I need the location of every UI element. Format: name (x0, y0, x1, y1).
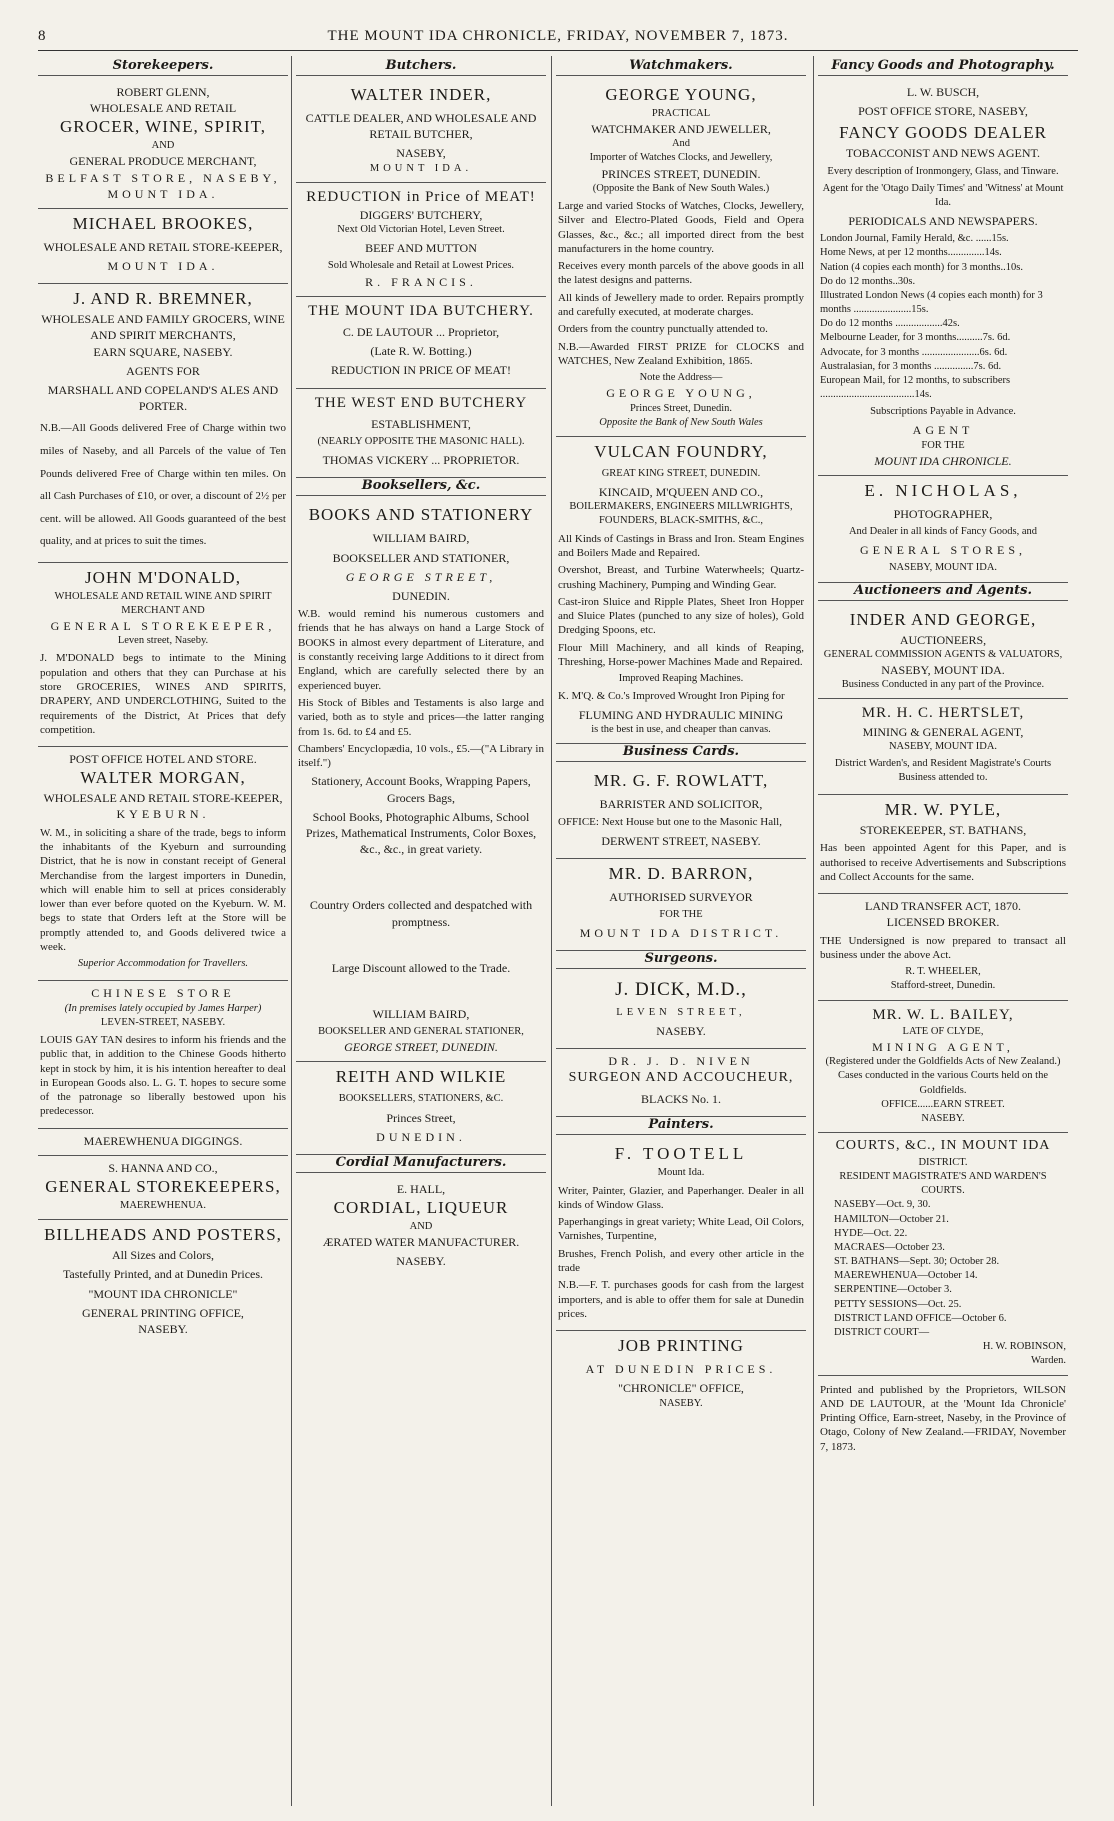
section-heading: Painters. (556, 1117, 806, 1135)
newspaper-title: THE MOUNT IDA CHRONICLE, FRIDAY, NOVEMBER 7, 1873. (327, 28, 789, 44)
section-heading: Booksellers, &c. (296, 478, 546, 496)
advert-west-end-butchery: THE WEST END BUTCHERY ESTABLISHMENT, (NEARLY OPPOSITE THE MASONIC HALL). THOMAS VICKERY ... PROPRIETOR. (296, 389, 546, 479)
section-heading: Storekeepers. (38, 58, 288, 76)
column-rule (291, 56, 292, 1806)
advert-billheads: BILLHEADS AND POSTERS, All Sizes and Colors, Tastefully Printed, and at Dunedin Prices. "MOUNT IDA CHRONICLE" GENERAL PRINTING OFFICE, NASEBY. (44, 1225, 282, 1336)
advert-courts: COURTS, &C., IN MOUNT IDA DISTRICT. RESIDENT MAGISTRATE'S AND WARDEN'S COURTS. NASEBY—Oct. 9, 30. HAMILTON—October 21. HYDE—Oct. 22. MACRAES—October 23. ST. BATHANS—Sept. 30; October 28. MAEREWHENUA—October 14. SERPENTINE—October 3. PETTY SESSIONS—Oct. 25. DISTRICT LAND OFFICE—October 6. DISTRICT COURT— H. W. ROBINSON, Warden. (818, 1133, 1068, 1375)
advert-inder-george: INDER AND GEORGE, AUCTIONEERS, GENERAL COMMISSION AGENTS & VALUATORS, NASEBY, MOUNT IDA. Business Conducted in any part of the Province. (818, 605, 1068, 700)
advert-wheeler: LAND TRANSFER ACT, 1870. LICENSED BROKER. THE Undersigned is now prepared to transact all business under the above Act. R. T. WHEELER, Stafford-street, Dunedin. (818, 894, 1068, 1000)
advert-maerewhenua: MAEREWHENUA DIGGINGS. (38, 1129, 288, 1156)
advert-brookes: MICHAEL BROOKES, WHOLESALE AND RETAIL STORE-KEEPER, MOUNT IDA. (38, 209, 288, 284)
advert-vulcan-foundry: VULCAN FOUNDRY, GREAT KING STREET, DUNEDIN. KINCAID, M'QUEEN AND CO., BOILERMAKERS, ENGINEERS MILLWRIGHTS, FOUNDERS, BLACK-SMITHS, &C., All Kinds of Castings in Brass and Iron. Steam Engines and Boilers Made and Repaired. Overshot, Breast, and Turbine Waterwheels; Quartz-crushing Machinery, Pumping and Winding Gear. Cast-iron Sluice and Ripple Plates, Sheet Iron Hopper and Sluice Plates (punched to any size of holes), Gold Dredging Spoons, etc. Flour Mill Machinery, and all kinds of Reaping, Threshing, Horse-power Machines Made and Repaired. Improved Reaping Machines. K. M'Q. & Co.'s Improved Wrought Iron Piping for FLUMING AND HYDRAULIC MINING is the best in use, and cheaper than canvas. (556, 437, 806, 744)
section-heading: Butchers. (296, 58, 546, 76)
column-rule (551, 56, 552, 1806)
advert-dick: J. DICK, M.D., LEVEN STREET, NASEBY. (556, 973, 806, 1049)
advert-glenn: ROBERT GLENN, WHOLESALE AND RETAIL GROCER, WINE, SPIRIT, AND GENERAL PRODUCE MERCHANT, BELFAST STORE, NASEBY, MOUNT IDA. (38, 80, 288, 209)
advert-rowlatt: MR. G. F. ROWLATT, BARRISTER AND SOLICITOR, OFFICE: Next House but one to the Masonic Hall, DERWENT STREET, NASEBY. (556, 766, 806, 859)
advert-morgan: POST OFFICE HOTEL AND STORE. WALTER MORGAN, WHOLESALE AND RETAIL STORE-KEEPER, KYEBURN. W. M., in soliciting a share of the trade, begs to inform the inhabitants of the Kyeburn and surrounding District, that he is now in constant receipt of General Merchandise from the largest importers in Dunedin, which will enable him to sell at prices considerably lower than ever before quoted on the Kyeburn. W. M. begs to state that Orders left at the Store will be promptly attended to, and Goods delivered twice a week. Superior Accommodation for Travellers. (38, 747, 288, 981)
advert-bremner: J. AND R. BREMNER, WHOLESALE AND FAMILY GROCERS, WINE AND SPIRIT MERCHANTS, EARN SQUARE, NASEBY. AGENTS FOR MARSHALL AND COPELAND'S ALES AND PORTER. N.B.—All Goods delivered Free of Charge within two miles of Naseby, and all Parcels of the value of Ten Pounds delivered Free of Charge within ten miles. On all Cash Purchases of £10, or over, a discount of 2½ per cent. will be allowed. All Goods guaranteed of the best quality, and at prices to suit the times. (38, 284, 288, 562)
advert-job-printing: JOB PRINTING AT DUNEDIN PRICES. "CHRONICLE" OFFICE, NASEBY. (585, 1336, 777, 1409)
imprint: Printed and published by the Proprietors, WILSON AND DE LAUTOUR, at the 'Mount Ida Chronicle' Printing Office, Earn-street, Naseby, in the Province of Otago, Colony of New Zealand.—FRIDAY, November 7, 1873. (820, 1383, 1066, 1453)
advert-chinese-store: CHINESE STORE (In premises lately occupied by James Harper) LEVEN-STREET, NASEBY. LOUIS GAY TAN desires to inform his friends and the public that, in addition to the Chinese Goods hitherto kept in stock by him, it is his intention hereafter to deal in European Goods also. L. G. T. hopes to secure some of the patronage so liberally bestowed upon his predecessor. (38, 981, 288, 1128)
masthead (38, 26, 1078, 51)
column-2 (296, 58, 546, 1803)
section-heading: Business Cards. (556, 744, 806, 762)
advert-hanna: S. HANNA AND CO., GENERAL STOREKEEPERS, MAEREWHENUA. (38, 1156, 288, 1220)
advert-mount-ida-butchery: THE MOUNT IDA BUTCHERY. C. DE LAUTOUR ... Proprietor, (Late R. W. Botting.) REDUCTION IN PRICE OF MEAT! (296, 297, 546, 389)
section-heading: Cordial Manufacturers. (296, 1155, 546, 1173)
advert-diggers-butchery: REDUCTION in Price of MEAT! DIGGERS' BUTCHERY, Next Old Victorian Hotel, Leven Street. BEEF AND MUTTON Sold Wholesale and Retail at Lowest Prices. R. FRANCIS. (296, 183, 546, 297)
column-4 (818, 58, 1068, 1803)
section-heading: Surgeons. (556, 951, 806, 969)
column-1 (38, 58, 288, 1803)
advert-bailey: MR. W. L. BAILEY, LATE OF CLYDE, MINING AGENT, (Registered under the Goldfields Acts of New Zealand.) Cases conducted in the various Courts held on the Goldfields. OFFICE......EARN STREET. NASEBY. (818, 1001, 1068, 1133)
advert-niven: DR. J. D. NIVEN SURGEON AND ACCOUCHEUR, BLACKS No. 1. (556, 1049, 806, 1117)
advert-inder: WALTER INDER, CATTLE DEALER, AND WHOLESALE AND RETAIL BUTCHER, NASEBY, MOUNT IDA. (296, 80, 546, 183)
section-heading: Auctioneers and Agents. (818, 583, 1068, 601)
advert-hertslet: MR. H. C. HERTSLET, MINING & GENERAL AGENT, NASEBY, MOUNT IDA. District Warden's, and Resident Magistrate's Courts Business attended to. (818, 699, 1068, 795)
column-rule (813, 56, 814, 1806)
section-heading: Fancy Goods and Photography. (818, 58, 1068, 76)
advert-young: GEORGE YOUNG, PRACTICAL WATCHMAKER AND JEWELLER, And Importer of Watches Clocks, and Jewellery, PRINCES STREET, DUNEDIN. (Opposite the Bank of New South Wales.) Large and varied Stocks of Watches, Clocks, Jewellery, Silver and Electro-Plated Goods, Field and Opera Glasses, &c., &c.; all imported direct from the best manufacturers in the home country. Receives every month parcels of the above goods in all the latest designs and patterns. All kinds of Jewellery made to order. Repairs promptly and carefully executed, at moderate charges. Orders from the country punctually attended to. N.B.—Awarded FIRST PRIZE for CLOCKS and WATCHES, New Zealand Exhibition, 1865. Note the Address— GEORGE YOUNG, Princes Street, Dunedin. Opposite the Bank of New South Wales (556, 80, 806, 437)
advert-mdonald: JOHN M'DONALD, WHOLESALE AND RETAIL WINE AND SPIRIT MERCHANT AND GENERAL STOREKEEPER, Leven street, Naseby. J. M'DONALD begs to intimate to the Mining population and others that they can Purchase at his store GROCERIES, WINES AND SPIRITS, DRAPERY, AND UNDERCLOTHING, Suited to the requirements of the District, At Prices that defy competition. (38, 563, 288, 747)
advert-pyle: MR. W. PYLE, STOREKEEPER, ST. BATHANS, Has been appointed Agent for this Paper, and is authorised to receive Advertisements and Subscriptions and Collect Accounts for the same. (818, 795, 1068, 894)
column-3 (556, 58, 806, 1803)
section-heading: Watchmakers. (556, 58, 806, 76)
page-number: 8 (38, 28, 47, 44)
advert-barron: MR. D. BARRON, AUTHORISED SURVEYOR FOR THE MOUNT IDA DISTRICT. (556, 859, 806, 951)
advert-hall: E. HALL, CORDIAL, LIQUEUR AND ÆRATED WATER MANUFACTURER. NASEBY. (322, 1181, 520, 1269)
advert-tootell: F. TOOTELL Mount Ida. Writer, Painter, Glazier, and Paperhanger. Dealer in all kinds of Window Glass. Paperhangings in great variety; White Lead, Oil Colors, Varnishes, Turpentine, Brushes, French Polish, and every other article in the trade N.B.—F. T. purchases goods for cash from the largest importers, and is able to offer them for sale at Dunedin prices. (556, 1139, 806, 1331)
advert-nicholas: E. NICHOLAS, PHOTOGRAPHER, And Dealer in all kinds of Fancy Goods, and GENERAL STORES, NASEBY, MOUNT IDA. (818, 476, 1068, 583)
advert-baird: BOOKS AND STATIONERY WILLIAM BAIRD, BOOKSELLER AND STATIONER, GEORGE STREET, DUNEDIN. W.B. would remind his numerous customers and friends that he has always on hand a Large Stock of BOOKS in almost every department of Literature, and is constantly receiving large Additions to it direct from England, which are carefully selected there by an experienced buyer. His Stock of Bibles and Testaments is also large and varied, both as to style and prices—the latter ranging from 1s. 6d. to £4 and £5. Chambers' Encyclopædia, 10 vols., £5.—("A Library in itself.") Stationery, Account Books, Wrapping Papers, Grocers Bags, School Books, Photographic Albums, School Prizes, Mathematical Instruments, Color Boxes, &c., &c., in great variety. Country Orders collected and despatched with promptness. Large Discount allowed to the Trade. WILLIAM BAIRD, BOOKSELLER AND GENERAL STATIONER, GEORGE STREET, DUNEDIN. (296, 500, 546, 1062)
advert-busch: L. W. BUSCH, POST OFFICE STORE, NASEBY, FANCY GOODS DEALER TOBACCONIST AND NEWS AGENT. Every description of Ironmongery, Glass, and Tinware. Agent for the 'Otago Daily Times' and 'Witness' at Mount Ida. PERIODICALS AND NEWSPAPERS. London Journal, Family Herald, &c. ......15s. Home News, at per 12 months..............14s. Nation (4 copies each month) for 3 months..10s. Do do 12 months..30s. Illustrated London News (4 copies each month) for 3 months ......................15s. Do do 12 months ..................42s. Melbourne Leader, for 3 months..........7s. 6d. Advocate, for 3 months ......................6s. 6d. Australasian, for 3 months ...............7s. 6d. European Mail, for 12 months, to subscribers ....................................14s. Subscriptions Payable in Advance. AGENT FOR THE MOUNT IDA CHRONICLE. (818, 80, 1068, 476)
advert-reith-wilkie: REITH AND WILKIE BOOKSELLERS, STATIONERS, &C. Princes Street, DUNEDIN. (296, 1062, 546, 1154)
